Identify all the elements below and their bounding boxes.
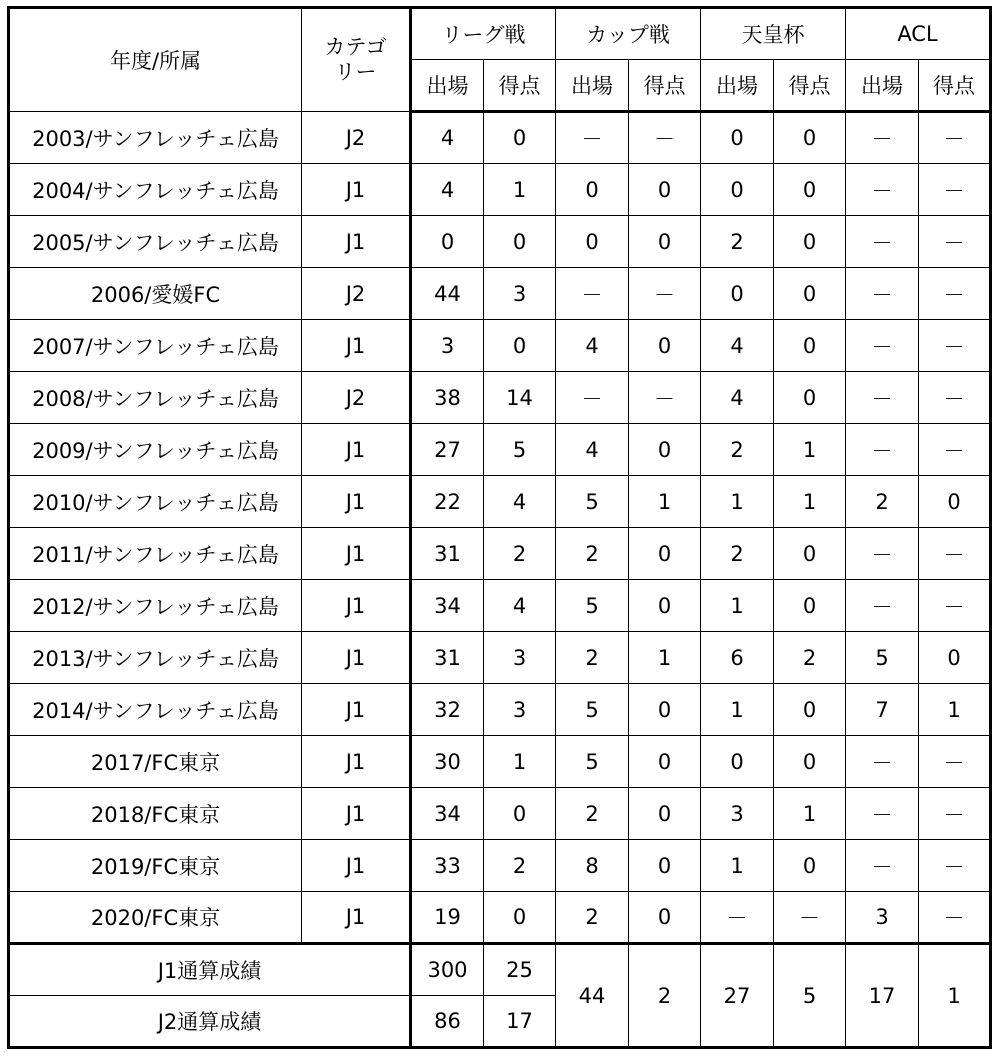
- total-acl-apps: 17: [846, 944, 919, 1048]
- season-cell: 2014/サンフレッチェ広島: [9, 684, 302, 736]
- header-acl-goals: 得点: [919, 60, 991, 112]
- cup-goals-cell: 0: [629, 164, 701, 216]
- league-goals-cell: 3: [484, 632, 556, 684]
- category-cell: J1: [302, 892, 411, 944]
- j2-league-apps: 86: [411, 996, 484, 1048]
- category-cell: J2: [302, 112, 411, 164]
- category-cell: J1: [302, 632, 411, 684]
- season-cell: 2007/サンフレッチェ広島: [9, 320, 302, 372]
- season-cell: 2013/サンフレッチェ広島: [9, 632, 302, 684]
- league-goals-cell: 1: [484, 736, 556, 788]
- emperor-apps-cell: 4: [701, 372, 774, 424]
- cup-apps-cell: 5: [556, 580, 629, 632]
- acl-goals-cell: －: [919, 112, 991, 164]
- league-goals-cell: 2: [484, 840, 556, 892]
- season-cell: 2020/FC東京: [9, 892, 302, 944]
- season-cell: 2019/FC東京: [9, 840, 302, 892]
- cup-goals-cell: 0: [629, 528, 701, 580]
- table-row: [9, 632, 991, 684]
- j1-total-label: J1通算成績: [9, 944, 411, 996]
- acl-apps-cell: －: [846, 580, 919, 632]
- cup-apps-cell: －: [556, 268, 629, 320]
- cup-goals-cell: 0: [629, 424, 701, 476]
- emperor-goals-cell: 2: [774, 632, 846, 684]
- category-cell: J1: [302, 684, 411, 736]
- season-cell: 2008/サンフレッチェ広島: [9, 372, 302, 424]
- cup-apps-cell: 8: [556, 840, 629, 892]
- emperor-goals-cell: 0: [774, 580, 846, 632]
- table-row: [9, 528, 991, 580]
- totals-body: [9, 944, 991, 1048]
- header-acl-apps: 出場: [846, 60, 919, 112]
- category-cell: J1: [302, 216, 411, 268]
- cup-goals-cell: 1: [629, 632, 701, 684]
- header-cup: カップ戦: [556, 8, 701, 60]
- category-cell: J1: [302, 164, 411, 216]
- acl-goals-cell: 1: [919, 684, 991, 736]
- season-cell: 2004/サンフレッチェ広島: [9, 164, 302, 216]
- league-goals-cell: 14: [484, 372, 556, 424]
- table-row: [9, 268, 991, 320]
- category-cell: J1: [302, 840, 411, 892]
- league-apps-cell: 31: [411, 632, 484, 684]
- cup-apps-cell: 4: [556, 424, 629, 476]
- cup-goals-cell: 0: [629, 684, 701, 736]
- table-row: [9, 892, 991, 944]
- acl-apps-cell: 7: [846, 684, 919, 736]
- emperor-goals-cell: 0: [774, 112, 846, 164]
- league-goals-cell: 4: [484, 476, 556, 528]
- stats-body: [9, 112, 991, 944]
- emperor-goals-cell: 0: [774, 840, 846, 892]
- acl-goals-cell: －: [919, 840, 991, 892]
- category-cell: J1: [302, 736, 411, 788]
- header-acl: ACL: [846, 8, 991, 60]
- league-goals-cell: 5: [484, 424, 556, 476]
- emperor-apps-cell: 1: [701, 684, 774, 736]
- emperor-apps-cell: 0: [701, 736, 774, 788]
- emperor-apps-cell: 6: [701, 632, 774, 684]
- league-apps-cell: 19: [411, 892, 484, 944]
- header-row-1: [9, 8, 991, 60]
- header-category-line1: カテゴ: [324, 34, 387, 59]
- acl-apps-cell: －: [846, 164, 919, 216]
- acl-goals-cell: －: [919, 164, 991, 216]
- cup-apps-cell: －: [556, 112, 629, 164]
- cup-goals-cell: －: [629, 372, 701, 424]
- emperor-apps-cell: 4: [701, 320, 774, 372]
- category-cell: J2: [302, 268, 411, 320]
- league-goals-cell: 0: [484, 216, 556, 268]
- acl-goals-cell: －: [919, 892, 991, 944]
- header-cup-apps: 出場: [556, 60, 629, 112]
- category-cell: J2: [302, 372, 411, 424]
- season-cell: 2018/FC東京: [9, 788, 302, 840]
- emperor-apps-cell: 2: [701, 216, 774, 268]
- table-row: [9, 372, 991, 424]
- cup-goals-cell: －: [629, 268, 701, 320]
- league-apps-cell: 31: [411, 528, 484, 580]
- league-goals-cell: 3: [484, 684, 556, 736]
- table-row: [9, 840, 991, 892]
- header-cup-goals: 得点: [629, 60, 701, 112]
- league-goals-cell: 0: [484, 112, 556, 164]
- acl-goals-cell: －: [919, 736, 991, 788]
- j1-league-goals: 25: [484, 944, 556, 996]
- header-category-line2: リー: [334, 60, 377, 84]
- league-apps-cell: 34: [411, 788, 484, 840]
- acl-apps-cell: 5: [846, 632, 919, 684]
- season-cell: 2011/サンフレッチェ広島: [9, 528, 302, 580]
- cup-apps-cell: 2: [556, 632, 629, 684]
- total-cup-apps: 44: [556, 944, 629, 1048]
- emperor-apps-cell: 1: [701, 476, 774, 528]
- header-emperor-apps: 出場: [701, 60, 774, 112]
- acl-apps-cell: 2: [846, 476, 919, 528]
- table-row: [9, 684, 991, 736]
- league-goals-cell: 0: [484, 788, 556, 840]
- table-row: [9, 788, 991, 840]
- cup-apps-cell: 0: [556, 164, 629, 216]
- table-row: [9, 424, 991, 476]
- header-category: [302, 8, 411, 112]
- table-row: [9, 736, 991, 788]
- league-apps-cell: 27: [411, 424, 484, 476]
- emperor-goals-cell: 1: [774, 424, 846, 476]
- table-row: [9, 216, 991, 268]
- cup-apps-cell: 5: [556, 736, 629, 788]
- season-cell: 2006/愛媛FC: [9, 268, 302, 320]
- cup-goals-cell: 0: [629, 736, 701, 788]
- cup-goals-cell: －: [629, 112, 701, 164]
- cup-apps-cell: 2: [556, 528, 629, 580]
- emperor-goals-cell: 0: [774, 216, 846, 268]
- stats-table-wrapper: [7, 6, 992, 1049]
- league-apps-cell: 0: [411, 216, 484, 268]
- league-apps-cell: 33: [411, 840, 484, 892]
- emperor-apps-cell: 3: [701, 788, 774, 840]
- acl-goals-cell: －: [919, 216, 991, 268]
- cup-goals-cell: 0: [629, 788, 701, 840]
- league-goals-cell: 4: [484, 580, 556, 632]
- acl-apps-cell: －: [846, 112, 919, 164]
- career-stats-table: [7, 6, 992, 1049]
- league-goals-cell: 0: [484, 892, 556, 944]
- emperor-goals-cell: －: [774, 892, 846, 944]
- total-acl-goals: 1: [919, 944, 991, 1048]
- cup-goals-cell: 0: [629, 892, 701, 944]
- league-apps-cell: 22: [411, 476, 484, 528]
- emperor-apps-cell: －: [701, 892, 774, 944]
- cup-goals-cell: 0: [629, 580, 701, 632]
- emperor-apps-cell: 0: [701, 164, 774, 216]
- header-year-club: 年度/所属: [9, 8, 302, 112]
- header-emperor-goals: 得点: [774, 60, 846, 112]
- table-row: [9, 164, 991, 216]
- league-goals-cell: 0: [484, 320, 556, 372]
- header-league-goals: 得点: [484, 60, 556, 112]
- league-apps-cell: 34: [411, 580, 484, 632]
- cup-apps-cell: 4: [556, 320, 629, 372]
- j1-league-apps: 300: [411, 944, 484, 996]
- acl-goals-cell: －: [919, 788, 991, 840]
- league-apps-cell: 4: [411, 164, 484, 216]
- acl-goals-cell: －: [919, 424, 991, 476]
- acl-apps-cell: －: [846, 320, 919, 372]
- league-apps-cell: 4: [411, 112, 484, 164]
- cup-apps-cell: 0: [556, 216, 629, 268]
- cup-apps-cell: 2: [556, 788, 629, 840]
- acl-apps-cell: －: [846, 736, 919, 788]
- season-cell: 2009/サンフレッチェ広島: [9, 424, 302, 476]
- league-apps-cell: 30: [411, 736, 484, 788]
- acl-goals-cell: －: [919, 528, 991, 580]
- season-cell: 2012/サンフレッチェ広島: [9, 580, 302, 632]
- league-apps-cell: 32: [411, 684, 484, 736]
- league-apps-cell: 44: [411, 268, 484, 320]
- emperor-apps-cell: 1: [701, 840, 774, 892]
- total-cup-goals: 2: [629, 944, 701, 1048]
- table-row: [9, 580, 991, 632]
- emperor-goals-cell: 1: [774, 476, 846, 528]
- header-league-apps: 出場: [411, 60, 484, 112]
- category-cell: J1: [302, 320, 411, 372]
- header-league: リーグ戦: [411, 8, 556, 60]
- acl-apps-cell: －: [846, 840, 919, 892]
- acl-goals-cell: －: [919, 580, 991, 632]
- header-emperor: 天皇杯: [701, 8, 846, 60]
- acl-goals-cell: 0: [919, 632, 991, 684]
- acl-goals-cell: 0: [919, 476, 991, 528]
- emperor-apps-cell: 2: [701, 528, 774, 580]
- table-row: [9, 320, 991, 372]
- category-cell: J1: [302, 788, 411, 840]
- emperor-goals-cell: 0: [774, 528, 846, 580]
- league-apps-cell: 3: [411, 320, 484, 372]
- season-cell: 2005/サンフレッチェ広島: [9, 216, 302, 268]
- emperor-goals-cell: 0: [774, 164, 846, 216]
- acl-apps-cell: －: [846, 788, 919, 840]
- cup-apps-cell: －: [556, 372, 629, 424]
- season-cell: 2003/サンフレッチェ広島: [9, 112, 302, 164]
- season-cell: 2010/サンフレッチェ広島: [9, 476, 302, 528]
- category-cell: J1: [302, 580, 411, 632]
- emperor-goals-cell: 0: [774, 684, 846, 736]
- cup-apps-cell: 5: [556, 684, 629, 736]
- acl-goals-cell: －: [919, 372, 991, 424]
- category-cell: J1: [302, 424, 411, 476]
- acl-goals-cell: －: [919, 268, 991, 320]
- emperor-apps-cell: 2: [701, 424, 774, 476]
- cup-goals-cell: 0: [629, 840, 701, 892]
- acl-apps-cell: －: [846, 424, 919, 476]
- emperor-apps-cell: 0: [701, 268, 774, 320]
- j2-league-goals: 17: [484, 996, 556, 1048]
- league-goals-cell: 1: [484, 164, 556, 216]
- j2-total-label: J2通算成績: [9, 996, 411, 1048]
- category-cell: J1: [302, 476, 411, 528]
- totals-row-j1: [9, 944, 991, 996]
- league-apps-cell: 38: [411, 372, 484, 424]
- table-row: [9, 476, 991, 528]
- emperor-apps-cell: 0: [701, 112, 774, 164]
- cup-apps-cell: 2: [556, 892, 629, 944]
- total-emperor-apps: 27: [701, 944, 774, 1048]
- table-row: [9, 112, 991, 164]
- league-goals-cell: 2: [484, 528, 556, 580]
- league-goals-cell: 3: [484, 268, 556, 320]
- cup-goals-cell: 1: [629, 476, 701, 528]
- emperor-goals-cell: 1: [774, 788, 846, 840]
- acl-apps-cell: －: [846, 216, 919, 268]
- acl-apps-cell: －: [846, 528, 919, 580]
- category-cell: J1: [302, 528, 411, 580]
- cup-apps-cell: 5: [556, 476, 629, 528]
- cup-goals-cell: 0: [629, 320, 701, 372]
- acl-apps-cell: －: [846, 372, 919, 424]
- acl-goals-cell: －: [919, 320, 991, 372]
- acl-apps-cell: 3: [846, 892, 919, 944]
- emperor-apps-cell: 1: [701, 580, 774, 632]
- acl-apps-cell: －: [846, 268, 919, 320]
- emperor-goals-cell: 0: [774, 268, 846, 320]
- cup-goals-cell: 0: [629, 216, 701, 268]
- emperor-goals-cell: 0: [774, 320, 846, 372]
- emperor-goals-cell: 0: [774, 736, 846, 788]
- season-cell: 2017/FC東京: [9, 736, 302, 788]
- total-emperor-goals: 5: [774, 944, 846, 1048]
- emperor-goals-cell: 0: [774, 372, 846, 424]
